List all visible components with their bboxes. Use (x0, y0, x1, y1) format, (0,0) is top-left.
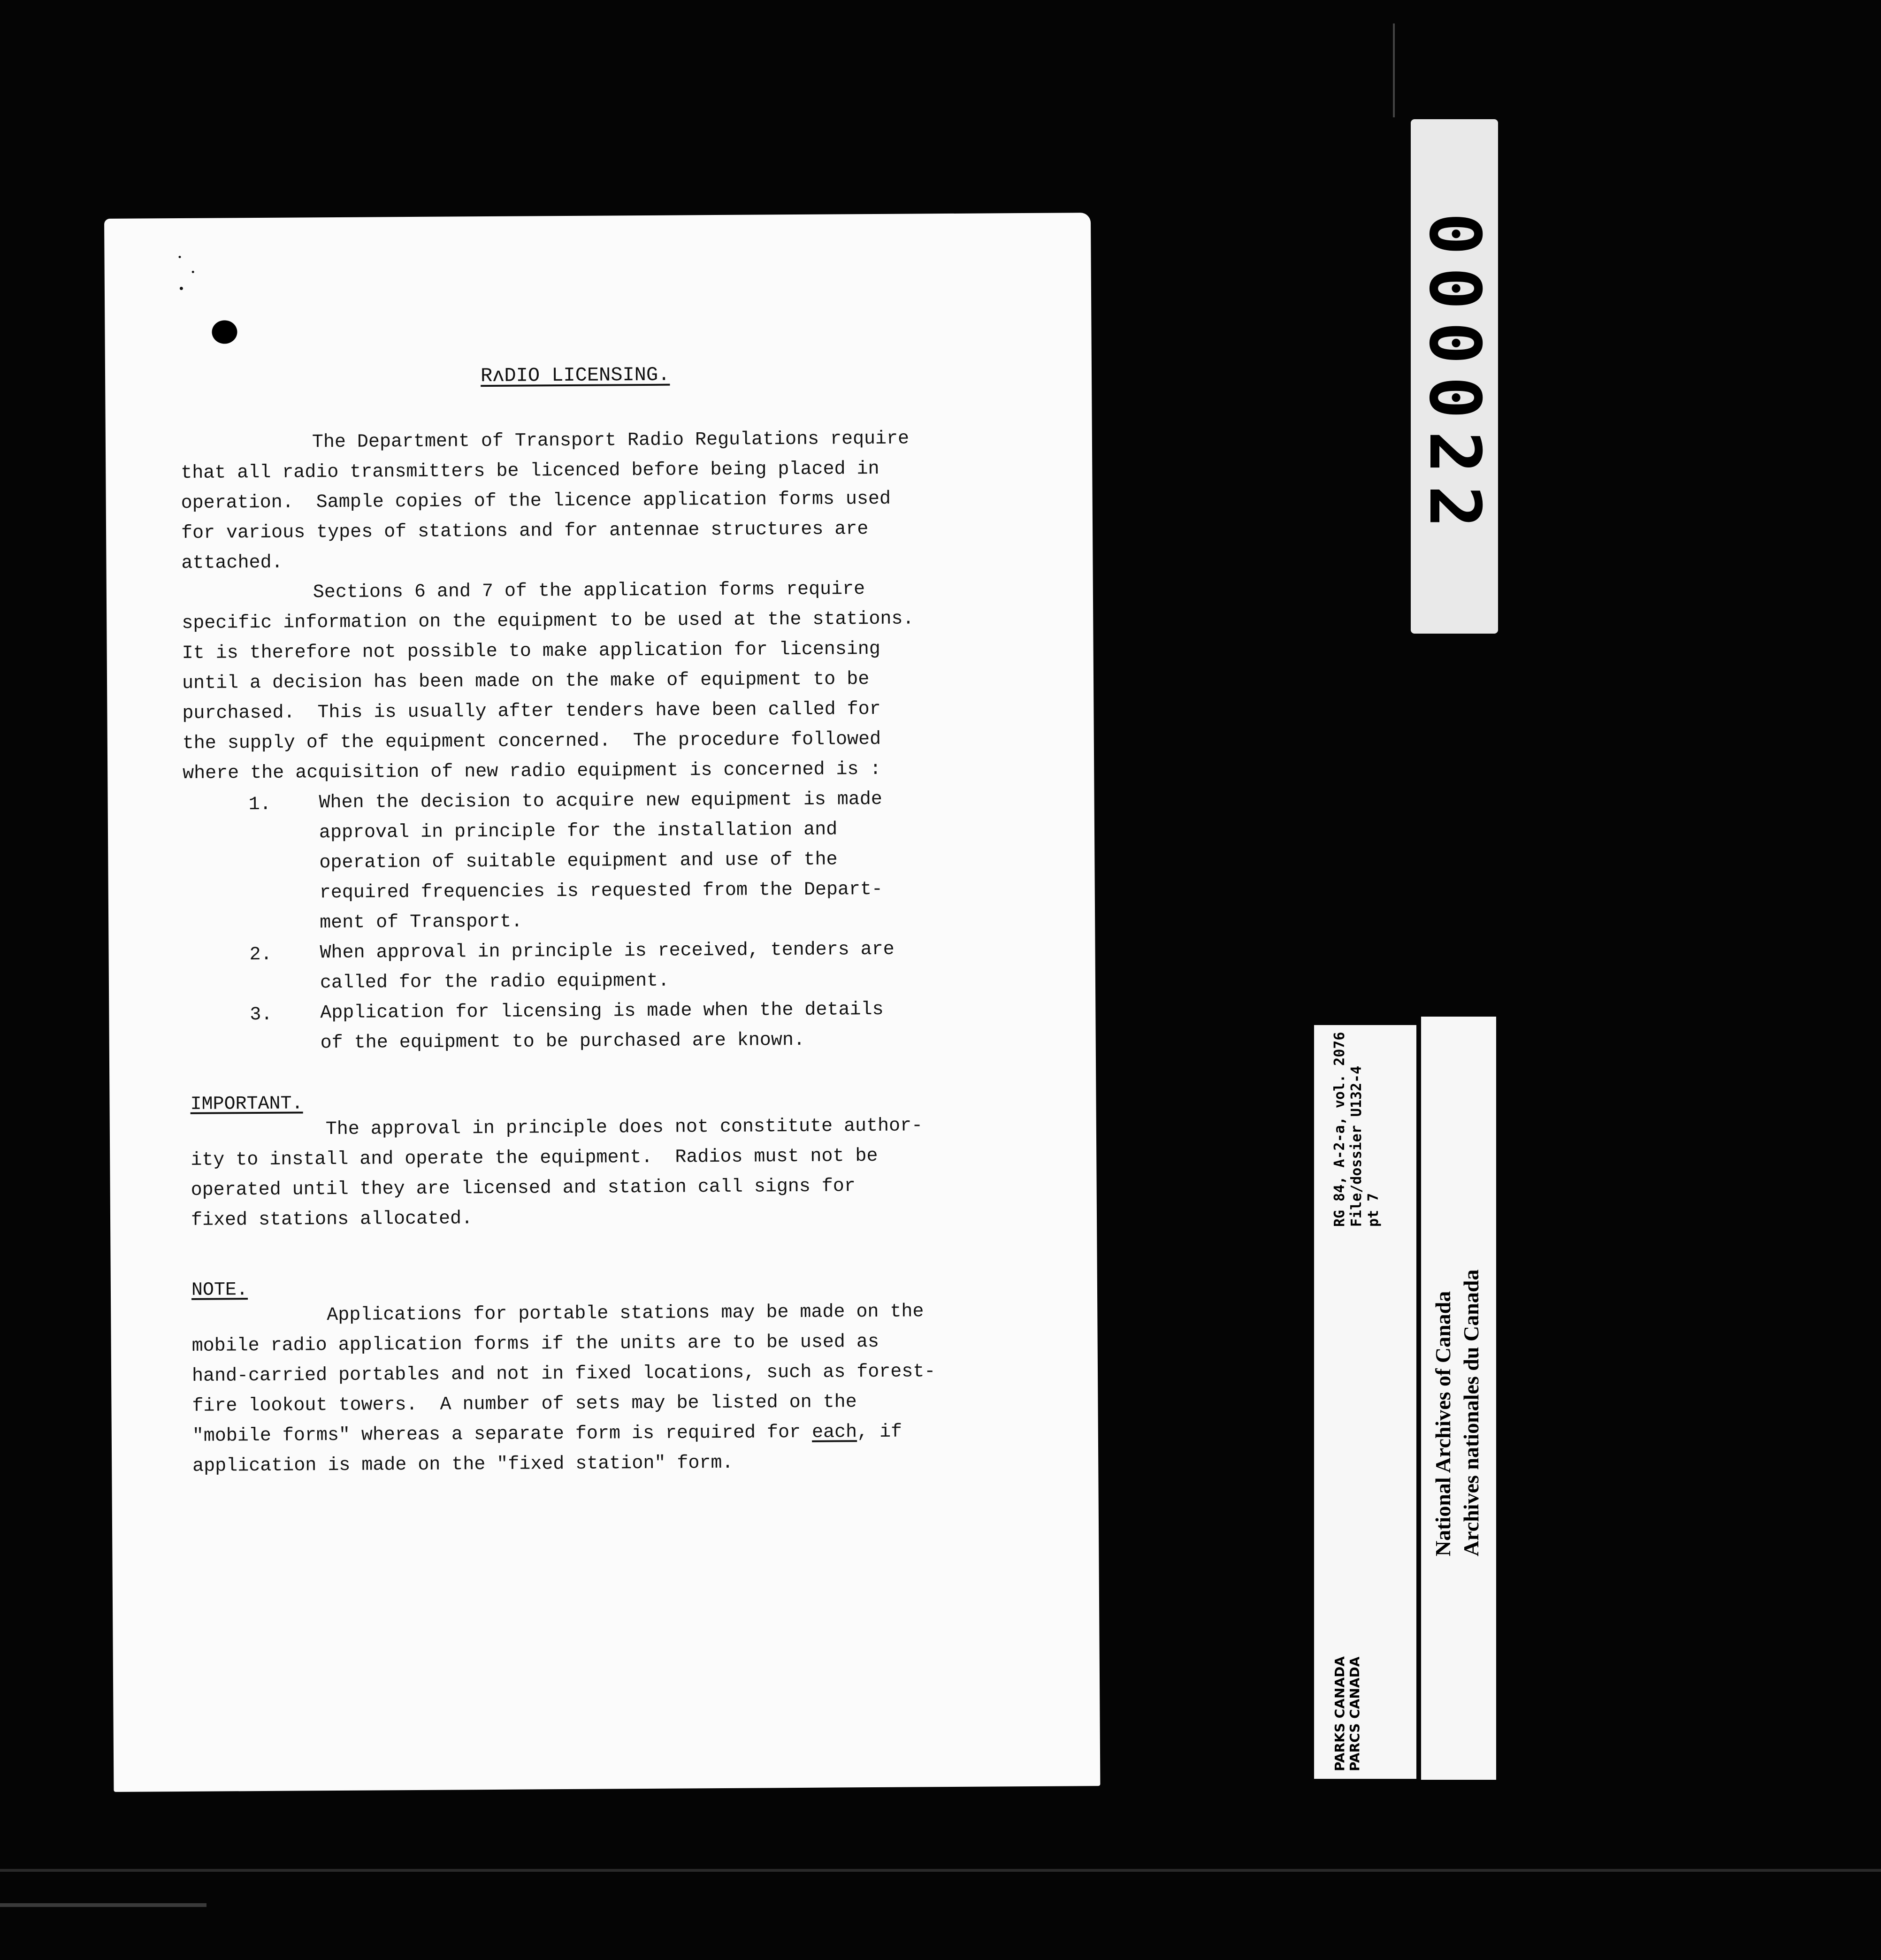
step-2-line: called for the radio equipment. (320, 970, 670, 994)
note-line: "mobile forms" whereas a separate form is required for (192, 1422, 812, 1447)
emphasis-each: each (811, 1422, 857, 1443)
note-heading: NOTE. (191, 1279, 248, 1301)
paragraph-1-line: that all radio transmitters be licenced before being placed in (181, 458, 879, 484)
film-edge-rule (1393, 23, 1395, 117)
paragraph-2-line: Sections 6 and 7 of the application forms require (313, 579, 865, 604)
step-3-line: of the equipment to be purchased are known. (320, 1029, 805, 1054)
reference-line: pt 7 (1365, 1193, 1382, 1227)
step-1-line: When the decision to acquire new equipment is made (319, 789, 882, 814)
note-line: application is made on the "fixed station" form. (192, 1452, 734, 1477)
note-line: Applications for portable stations may be made on the (327, 1301, 924, 1326)
archive-institution-label (1421, 1017, 1496, 1780)
agency-line: PARCS CANADA (1347, 1656, 1362, 1771)
note-line: hand-carried portables and not in fixed locations, such as forest- (191, 1361, 936, 1387)
note-line: mobile radio application forms if the units are to be used as (191, 1331, 879, 1357)
paragraph-2-line: It is therefore not possible to make application for licensing (182, 638, 881, 665)
note-line: fire lookout towers. A number of sets may be listed on the (192, 1392, 857, 1417)
page-speck (180, 287, 183, 290)
page-speck (192, 271, 194, 273)
paragraph-2-line: where the acquisition of new radio equipment is concerned is : (183, 758, 881, 785)
page-speck (178, 256, 181, 258)
step-1-line: operation of suitable equipment and use of the (319, 849, 838, 874)
paragraph-1-line: The Department of Transport Radio Regulations require (312, 428, 910, 453)
document-title: RʌDIO LICENSING. (480, 363, 670, 388)
paragraph-2-line: the supply of the equipment concerned. The procedure followed (182, 728, 881, 755)
step-number: 3. (250, 1004, 273, 1026)
step-2-line: When approval in principle is received, tenders are (320, 939, 895, 964)
step-number: 1. (248, 794, 271, 816)
paragraph-2-line: specific information on the equipment to be used at the stations. (182, 608, 914, 635)
note-line-tail: , if (856, 1421, 902, 1443)
paragraph-1-line: operation. Sample copies of the licence application forms used (181, 488, 891, 514)
archive-reference-label (1314, 1025, 1416, 1779)
institution-line: Archives nationales du Canada (1459, 1269, 1483, 1556)
important-line: operated until they are licensed and station call signs for (191, 1176, 856, 1201)
institution-line: National Archives of Canada (1431, 1291, 1455, 1556)
step-1-line: approval in principle for the installation and (319, 819, 838, 844)
frame-number: 000022 (1414, 213, 1495, 540)
film-bottom-edge (0, 1869, 1881, 1872)
step-1-line: ment of Transport. (320, 911, 523, 934)
reference-line: RG 84, A-2-a, vol. 2076 (1331, 1032, 1348, 1227)
step-1-line: required frequencies is requested from the Depart- (319, 879, 883, 904)
step-3-line: Application for licensing is made when the details (320, 999, 884, 1024)
frame-number-strip (1411, 119, 1498, 634)
important-line: The approval in principle does not constitute author- (325, 1115, 923, 1141)
paragraph-2-line: purchased. This is usually after tenders have been called for (182, 698, 881, 725)
film-bottom-mark (0, 1903, 206, 1907)
paragraph-2-line: until a decision has been made on the make of equipment to be (182, 669, 870, 695)
paragraph-1-line: attached. (181, 552, 283, 574)
agency-line: PARKS CANADA (1332, 1656, 1347, 1771)
important-line: ity to install and operate the equipment. Radios must not be (191, 1145, 878, 1171)
step-number: 2. (249, 944, 272, 966)
paragraph-1-line: for various types of stations and for antennae structures are (181, 519, 869, 544)
document-page (104, 213, 1100, 1792)
punch-hole (212, 320, 237, 344)
important-heading: IMPORTANT. (190, 1093, 303, 1115)
important-line: fixed stations allocated. (191, 1208, 473, 1231)
reference-line: File/dossier U132-4 (1348, 1065, 1365, 1227)
note-line-with-emphasis (192, 1417, 902, 1452)
